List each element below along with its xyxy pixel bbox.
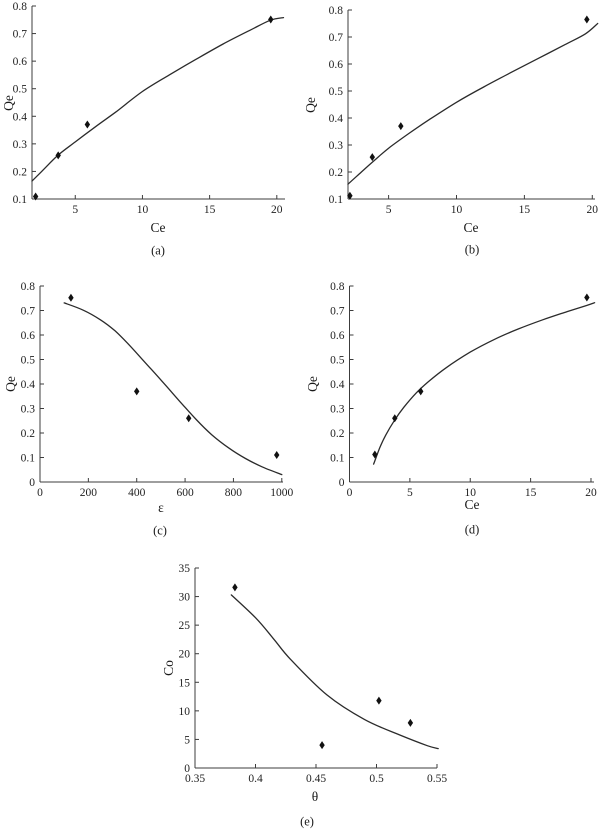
chart-a-fit-curve [32, 18, 284, 182]
chart-b-y-tick-label: 0.8 [328, 5, 343, 17]
chart-a-data-point [85, 121, 90, 129]
chart-e-x-tick-label: 0.45 [305, 773, 327, 785]
chart-e-fit-curve [231, 595, 438, 749]
chart-d-caption: (d) [464, 522, 480, 537]
chart-d-y-tick-label: 0.7 [330, 305, 345, 318]
chart-c-x-tick-label: 800 [224, 487, 243, 499]
chart-a-y-tick-label: 0.1 [12, 194, 27, 206]
chart-a-y-axis-label: Qe [1, 95, 16, 111]
chart-c-x-tick-label: 0 [37, 487, 43, 499]
chart-c-y-tick-label: 0.6 [20, 330, 35, 342]
chart-d-x-tick-label: 10 [464, 487, 476, 499]
chart-e-y-tick-label: 0 [184, 763, 190, 775]
chart-a-y-tick-label: 0.8 [12, 1, 27, 13]
chart-e-y-tick-label: 5 [184, 734, 190, 747]
chart-c-x-axis-label: ε [158, 500, 164, 515]
chart-e-y-tick-label: 15 [178, 677, 190, 690]
chart-e-x-tick-label: 0.4 [248, 773, 263, 785]
chart-e-data-point [232, 583, 237, 591]
chart-d-data-point [418, 387, 423, 395]
chart-b-y-tick-label: 0.1 [328, 194, 343, 206]
chart-d-x-tick-label: 0 [346, 487, 353, 499]
chart-e-y-tick-label: 30 [178, 591, 190, 604]
chart-d-data-point [584, 294, 589, 302]
chart-a-y-tick-label: 0.3 [12, 138, 27, 151]
chart-d-y-tick-label: 0 [338, 477, 345, 489]
chart-b-y-tick-label: 0.3 [328, 140, 343, 152]
chart-a-data-point [268, 16, 273, 24]
chart-d-y-tick-label: 0.4 [330, 379, 345, 391]
chart-a-y-tick-label: 0.4 [12, 111, 27, 124]
chart-e-y-tick-label: 20 [178, 648, 190, 661]
chart-c-data-point [68, 294, 73, 302]
chart-d-x-tick-label: 5 [406, 487, 413, 499]
chart-c-data-point [274, 451, 279, 459]
chart-a-x-axis-label: Ce [150, 220, 166, 235]
chart-b-caption: (b) [464, 242, 480, 257]
chart-c-fit-curve [64, 303, 282, 475]
chart-b-data-point [584, 15, 589, 23]
chart-d-y-tick-label: 0.8 [330, 281, 345, 293]
chart-c-y-tick-label: 0.4 [20, 379, 35, 391]
chart-b-y-tick-label: 0.5 [328, 86, 343, 98]
chart-b-fit-curve [348, 24, 598, 185]
chart-b-y-tick-label: 0.7 [328, 32, 343, 44]
chart-b-x-tick-label: 10 [450, 204, 463, 216]
chart-a-x-tick-label: 15 [203, 204, 216, 216]
chart-d-fit-curve [374, 303, 595, 464]
chart-b-x-tick-label: 15 [518, 204, 531, 216]
chart-b-data-point [398, 122, 403, 130]
chart-c-data-point [134, 387, 139, 395]
chart-e-data-point [319, 741, 324, 749]
chart-d-y-tick-label: 0.1 [330, 452, 345, 465]
chart-a-y-tick-label: 0.6 [12, 56, 27, 69]
chart-c-y-tick-label: 0.5 [20, 354, 35, 367]
chart-e-data-point [376, 697, 381, 705]
chart-c-y-tick-label: 0.3 [20, 403, 35, 416]
chart-c-x-tick-label: 200 [79, 487, 97, 499]
chart-a-y-tick-label: 0.5 [12, 83, 27, 96]
chart-a-x-tick-label: 20 [271, 204, 283, 216]
chart-b-y-tick-label: 0.4 [328, 113, 343, 125]
chart-b-x-tick-label: 5 [385, 204, 392, 216]
chart-c-x-tick-label: 1000 [270, 487, 294, 499]
chart-c-data-point [186, 414, 191, 422]
chart-e-x-axis-label: θ [311, 789, 319, 804]
chart-e-y-tick-label: 10 [178, 705, 190, 718]
chart-b-y-tick-label: 0.6 [328, 59, 343, 71]
chart-a-x-tick-label: 10 [136, 204, 149, 216]
chart-a-y-tick-label: 0.2 [12, 166, 27, 179]
chart-b-x-axis-label: Ce [463, 220, 479, 235]
chart-e-x-tick-label: 0.55 [426, 773, 448, 785]
chart-d-y-tick-label: 0.2 [330, 428, 345, 440]
chart-c-y-tick-label: 0.8 [20, 281, 35, 293]
chart-c-y-tick-label: 0.1 [20, 452, 35, 465]
chart-c-x-tick-label: 400 [128, 487, 146, 499]
chart-d-y-tick-label: 0.5 [330, 354, 345, 367]
chart-c-x-tick-label: 600 [176, 487, 194, 499]
chart-d-y-tick-label: 0.6 [330, 330, 345, 342]
chart-d-x-tick-label: 15 [524, 487, 537, 499]
chart-e-y-tick-label: 25 [178, 620, 190, 633]
chart-d-x-tick-label: 20 [585, 487, 597, 499]
chart-c-caption: (c) [153, 523, 167, 538]
chart-d-data-point [392, 414, 397, 422]
chart-a-y-tick-label: 0.7 [12, 28, 27, 41]
chart-b-y-axis-label: Qe [303, 97, 318, 113]
chart-e-caption: (e) [300, 814, 314, 829]
chart-c-y-tick-label: 0 [29, 477, 35, 489]
chart-e-x-tick-label: 0.35 [184, 773, 206, 785]
chart-a-x-tick-label: 5 [72, 204, 79, 216]
chart-e-y-tick-label: 35 [178, 563, 190, 575]
chart-b-x-tick-label: 20 [586, 204, 599, 216]
chart-c-y-axis-label: Qe [3, 376, 18, 392]
chart-d-y-tick-label: 0.3 [330, 403, 345, 416]
chart-a-caption: (a) [151, 243, 165, 258]
chart-b-y-tick-label: 0.2 [328, 167, 343, 179]
chart-e-y-axis-label: Co [161, 660, 176, 676]
chart-e-x-tick-label: 0.5 [369, 773, 384, 785]
chart-e-data-point [408, 719, 413, 727]
chart-c-y-tick-label: 0.2 [20, 428, 35, 440]
chart-c-y-tick-label: 0.7 [20, 305, 35, 318]
chart-d-y-axis-label: Qe [305, 376, 320, 392]
chart-d-x-axis-label: Ce [464, 497, 480, 512]
